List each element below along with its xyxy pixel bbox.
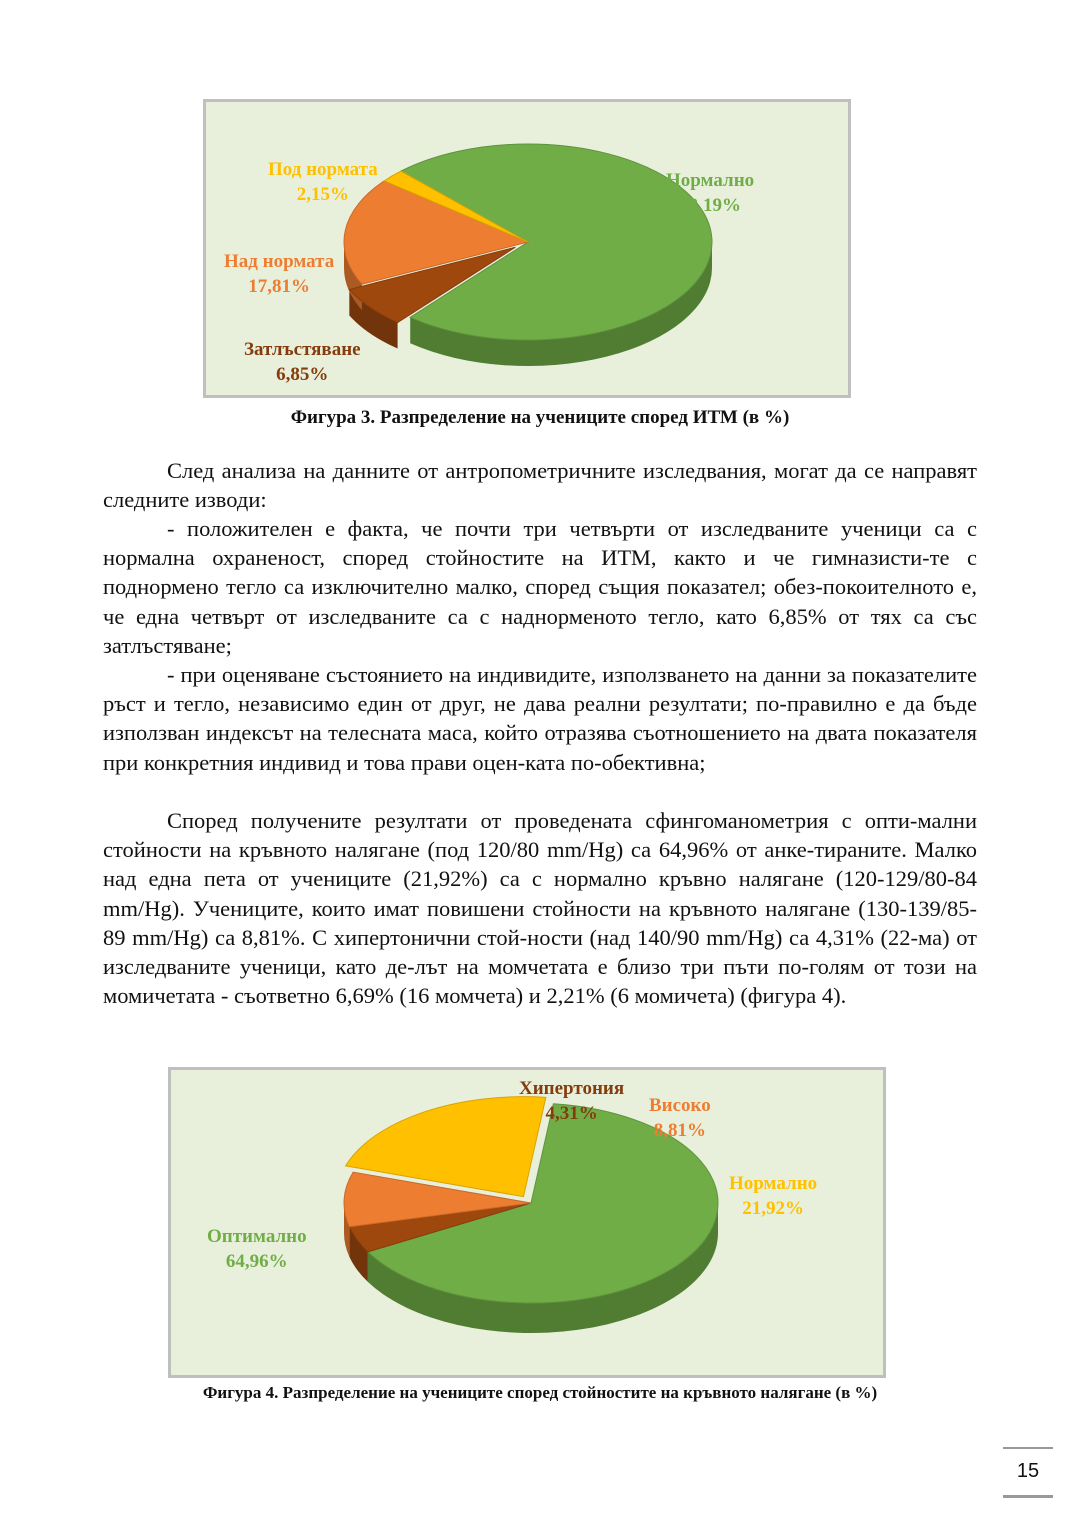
label-obesity: Затлъстяване 6,85%	[244, 339, 361, 385]
label-hypertension: Хипертония 4,31%	[519, 1078, 625, 1124]
label-over-norm: Над нормата 17,81%	[224, 251, 335, 297]
figure-3-chart	[203, 99, 851, 398]
label-under-norm: Под нормата 2,15%	[268, 159, 378, 205]
label-optimal: Оптимално 64,96%	[207, 1226, 307, 1272]
figure-4-caption: Фигура 4. Разпределение на учениците според стойностите на кръвното налягане (в %)	[202, 1383, 878, 1402]
label-high: Високо 8,81%	[649, 1095, 711, 1141]
paragraph-1: След анализа на данните от антропометричните изследвания, могат да се направят следните изводи:	[103, 458, 977, 513]
label-normal: Нормално 73,19%	[666, 170, 755, 216]
page-number: 15	[1003, 1447, 1053, 1498]
paragraph-3: - при оценяване състоянието на индивидите, използването на данни за показателите ръст и тегло, независимо един от друг, не дава реални резултати; по-правилно е да бъде използван индексът на телесната маса, който отразява съотношението на двата показателя при конкретния индивид и това прави оцен-ката по-обективна;	[103, 662, 977, 775]
label-normal-bp: Нормално 21,92%	[729, 1173, 818, 1219]
figure-3-caption: Фигура 3. Разпределение на учениците според ИТМ (в %)	[290, 407, 790, 428]
paragraph-4: Според получените резултати от проведената сфингоманометрия с опти-мални стойности на кръвното налягане (под 120/80 mm/Hg) са 64,96% от анке-тираните. Малко над една пета от учениците (21,92%) са с нормално кръвно налягане (120-129/80-84 mm/Hg). Учениците, които имат повишени стойности на кръвното налягане (130-139/85-89 mm/Hg) са 8,81%. С хипертонични стой-ности (над 140/90 mm/Hg) са 4,31% (22-ма) от изследваните ученици, като де-лът на момчетата е близо три пъти по-голям от този на момичетата - съответно 6,69% (16 момчета) и 2,21% (6 момичета) (фигура 4).	[103, 808, 977, 1009]
figure-4-chart	[168, 1067, 886, 1378]
paragraph-2: - положителен е факта, че почти три четвърти от изследваните ученици са с нормална охраненост, според стойностите на ИТМ, както и че гимназисти-те с поднормено тегло са изключително малко, според същия показател; обез-покоителното е, че една четвърт от изследваните са с наднорменото тегло, като 6,85% от тях са със затлъстяване;	[103, 516, 977, 658]
